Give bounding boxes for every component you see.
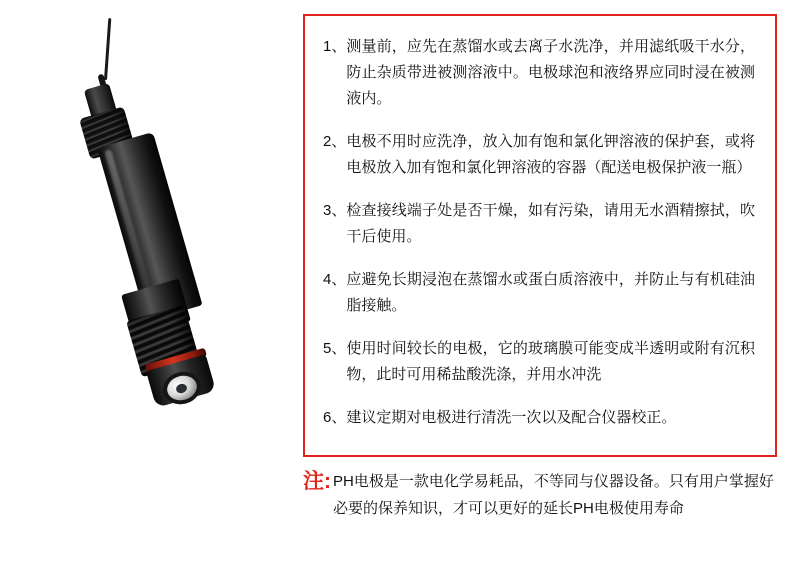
footer-note [303, 468, 777, 522]
ph-electrode-probe [0, 0, 290, 568]
list-item [323, 198, 755, 250]
footer-note-text: PH电极是一款电化学易耗品，不等同与仪器设备。只有用户掌握好必要的保养知识，才可以更好的延长PH电极使用寿命 [333, 473, 774, 517]
instructions-box [303, 14, 777, 457]
list-item-number: 6、 [323, 409, 347, 426]
list-item-text: 建议定期对电极进行清洗一次以及配合仪器校正。 [346, 409, 677, 426]
list-item-text: 测量前，应先在蒸馏水或去离子水洗净，并用滤纸吸干水分，防止杂质带进被测溶液中。电极球泡和液络界应同时浸在被测液内。 [346, 38, 755, 107]
footer-note-label: 注: [303, 470, 331, 493]
list-item-number: 5、 [323, 340, 347, 357]
list-item [323, 267, 755, 319]
list-item-number: 3、 [323, 202, 347, 219]
list-item [323, 405, 755, 431]
list-item-text: 使用时间较长的电极，它的玻璃膜可能变成半透明或附有沉积物，此时可用稀盐酸洗涤，并用水冲洗 [346, 340, 755, 383]
list-item-number: 4、 [323, 271, 347, 288]
probe-cable [104, 18, 111, 80]
list-item-text: 检查接线端子处是否干燥，如有污染，请用无水酒精擦拭，吹干后使用。 [346, 202, 755, 245]
list-item [323, 34, 755, 112]
list-item-number: 2、 [323, 133, 347, 150]
list-item-number: 1、 [323, 38, 347, 55]
list-item [323, 336, 755, 388]
product-image [0, 0, 290, 568]
list-item [323, 129, 755, 181]
list-item-text: 电极不用时应洗净，放入加有饱和氯化钾溶液的保护套，或将电极放入加有饱和氯化钾溶液的容器（配送电极保护液一瓶） [346, 133, 755, 176]
list-item-text: 应避免长期浸泡在蒸馏水或蛋白质溶液中，并防止与有机硅油脂接触。 [346, 271, 755, 314]
